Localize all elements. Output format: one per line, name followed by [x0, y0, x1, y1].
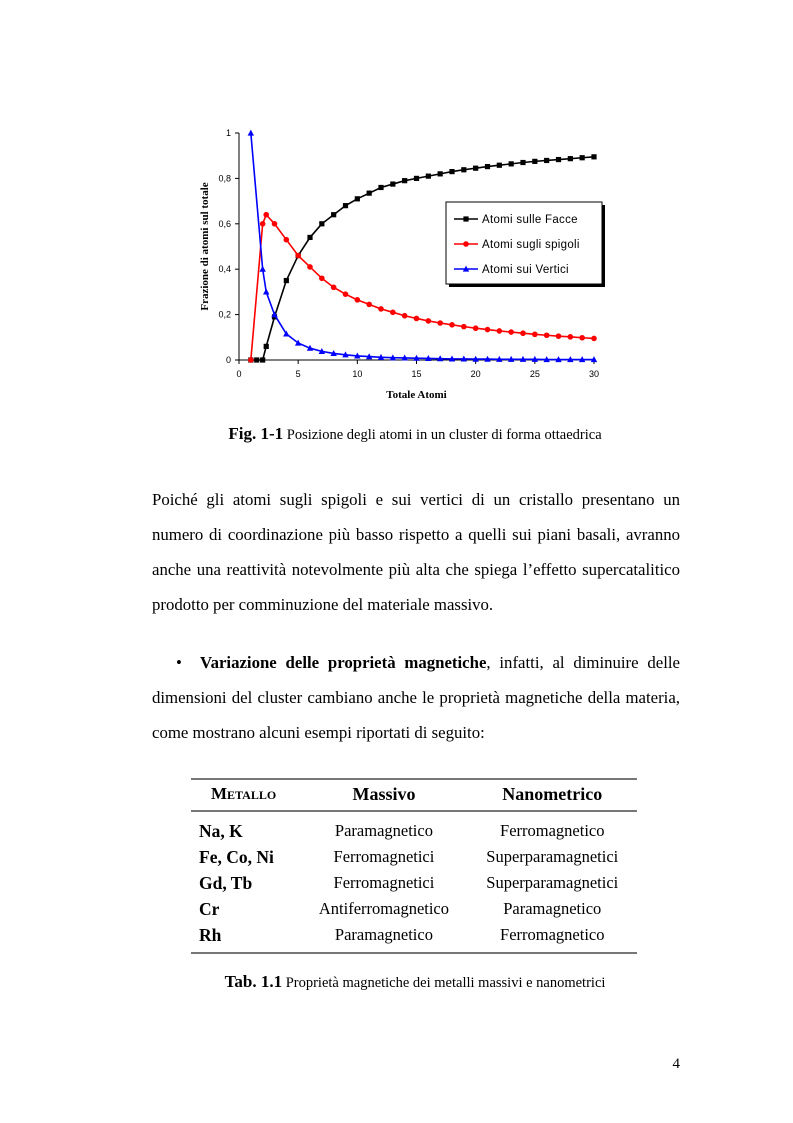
- table-row: [191, 870, 637, 896]
- data-point-series-2: [284, 237, 290, 243]
- x-tick-label: 20: [470, 369, 481, 379]
- data-point-series-1: [264, 344, 269, 349]
- y-tick-label: 0,4: [218, 264, 231, 275]
- data-point-series-2: [568, 334, 574, 340]
- data-point-series-2: [426, 318, 432, 324]
- table-header-massivo: Massivo: [300, 779, 467, 811]
- data-point-series-2: [449, 322, 455, 328]
- table-cell: Cr: [199, 898, 220, 919]
- data-point-series-1: [438, 171, 443, 176]
- table-cell: Gd, Tb: [199, 872, 253, 893]
- data-point-series-2: [579, 335, 585, 341]
- data-point-series-1: [568, 156, 573, 161]
- data-point-series-1: [449, 169, 454, 174]
- data-point-series-2: [532, 332, 538, 338]
- legend-marker-2: [463, 241, 469, 247]
- x-tick-label: 0: [236, 369, 242, 379]
- data-point-series-1: [390, 181, 395, 186]
- data-point-series-2: [508, 329, 514, 335]
- y-tick-label: 0,2: [218, 309, 231, 320]
- data-point-series-1: [260, 357, 265, 362]
- data-point-series-1: [367, 191, 372, 196]
- data-point-series-1: [544, 158, 549, 163]
- data-point-series-2: [414, 316, 420, 322]
- table-cell: Paramagnetico: [503, 899, 602, 918]
- figure-chart: [188, 120, 618, 410]
- data-point-series-1: [319, 221, 324, 226]
- table-cell: Ferromagnetico: [500, 821, 605, 840]
- data-point-series-1: [331, 212, 336, 217]
- table-caption-label: Tab. 1.1: [224, 972, 283, 991]
- table-cell: Fe, Co, Ni: [199, 846, 274, 867]
- legend-marker-1: [463, 216, 468, 221]
- data-point-series-1: [532, 159, 537, 164]
- y-tick-label: 1: [225, 128, 231, 138]
- data-point-series-2: [544, 332, 550, 338]
- data-point-series-2: [343, 291, 349, 297]
- page-number: 4: [672, 1056, 680, 1072]
- table-cell: Ferromagnetico: [468, 922, 637, 953]
- data-point-series-2: [263, 212, 269, 218]
- data-point-series-2: [520, 330, 526, 336]
- data-point-series-1: [426, 174, 431, 179]
- table-cell: Superparamagnetici: [486, 847, 619, 866]
- figure-caption-text: Posizione degli atomi in un cluster di forma ottaedrica: [283, 427, 602, 443]
- table-caption: [150, 972, 680, 992]
- data-point-series-2: [319, 275, 325, 281]
- data-point-series-1: [284, 278, 289, 283]
- y-tick-label: 0,6: [218, 218, 231, 229]
- x-axis-title: Totale Atomi: [386, 389, 447, 401]
- table-header-nanometrico: Nanometrico: [468, 779, 637, 811]
- chart-svg: [188, 120, 618, 410]
- table-row: [191, 811, 637, 844]
- x-tick-label: 25: [529, 369, 540, 379]
- table-cell: Paramagnetico: [300, 922, 467, 953]
- table-cell: Ferromagnetici: [333, 873, 435, 892]
- data-point-series-1: [254, 357, 259, 362]
- legend-label-3: Atomi sui Vertici: [482, 264, 569, 276]
- table-caption-text: Proprietà magnetiche dei metalli massivi e nanometrici: [282, 975, 606, 991]
- data-point-series-2: [248, 357, 254, 363]
- table-cell: Ferromagnetici: [333, 847, 435, 866]
- table-cell: Superparamagnetici: [486, 873, 619, 892]
- figure-caption: [150, 424, 680, 444]
- figure-caption-label: Fig. 1-1: [228, 424, 284, 443]
- table-header-metallo: Metallo: [191, 779, 300, 811]
- data-point-series-1: [580, 155, 585, 160]
- data-point-series-2: [437, 320, 443, 326]
- data-point-series-2: [295, 253, 301, 259]
- data-point-series-1: [355, 196, 360, 201]
- data-point-series-2: [591, 336, 597, 342]
- data-point-series-1: [591, 154, 596, 159]
- data-point-series-1: [402, 178, 407, 183]
- table-cell: Antiferromagnetico: [318, 899, 450, 918]
- data-point-series-2: [331, 285, 337, 291]
- table-row: [191, 922, 637, 953]
- data-point-series-3: [263, 289, 269, 295]
- data-point-series-1: [461, 167, 466, 172]
- data-point-series-1: [343, 203, 348, 208]
- properties-table: [191, 778, 637, 954]
- data-point-series-2: [272, 221, 278, 227]
- bullet-bold-text: Variazione delle proprietà magnetiche: [200, 653, 487, 672]
- data-point-series-2: [556, 333, 562, 339]
- data-point-series-1: [556, 157, 561, 162]
- y-tick-label: 0,8: [218, 173, 231, 184]
- data-point-series-2: [260, 221, 266, 227]
- data-point-series-2: [473, 325, 479, 331]
- legend-label-2: Atomi sugli spigoli: [482, 239, 580, 251]
- bullet-paragraph: [152, 645, 680, 750]
- data-point-series-2: [366, 302, 372, 308]
- data-point-series-1: [307, 235, 312, 240]
- y-tick-label: 0: [225, 355, 231, 365]
- table-cell: Rh: [191, 922, 300, 953]
- data-point-series-1: [485, 164, 490, 169]
- data-point-series-3: [259, 266, 265, 272]
- data-point-series-2: [485, 327, 491, 333]
- data-point-series-3: [248, 130, 254, 136]
- table-row: [191, 896, 637, 922]
- y-axis-title: Frazione di atomi sul totale: [199, 182, 211, 311]
- bullet-text: , infatti, al diminuire delle dimensioni del cluster cambiano anche le proprietà magnetiche della materia, come mostrano alcuni esempi riportati di seguito:: [152, 653, 680, 742]
- data-point-series-2: [390, 310, 396, 316]
- data-point-series-2: [497, 328, 503, 334]
- table-cell: Paramagnetico: [334, 821, 433, 840]
- table-cell: Na, K: [199, 820, 243, 841]
- data-point-series-1: [414, 176, 419, 181]
- data-point-series-2: [355, 297, 361, 303]
- table-row: [191, 844, 637, 870]
- data-point-series-1: [378, 185, 383, 190]
- data-point-series-2: [307, 264, 313, 270]
- data-point-series-2: [461, 324, 467, 330]
- x-tick-label: 15: [411, 369, 422, 379]
- data-point-series-2: [378, 306, 384, 312]
- x-tick-label: 30: [588, 369, 600, 379]
- data-point-series-1: [497, 163, 502, 168]
- body-paragraph: Poiché gli atomi sugli spigoli e sui vertici di un cristallo presentano un numero di coordinazione più basso rispetto a quelli sui piani basali, avranno anche una reattività notevolmente più alta che spiega l’effetto supercatalitico prodotto per comminuzione del materiale massivo.: [152, 490, 680, 614]
- data-point-series-1: [473, 166, 478, 171]
- data-point-series-1: [520, 160, 525, 165]
- legend-label-1: Atomi sulle Facce: [482, 214, 578, 226]
- x-tick-label: 5: [295, 369, 301, 379]
- bullet-icon: •: [176, 653, 182, 672]
- table-header-row: [191, 779, 637, 811]
- x-tick-label: 10: [352, 369, 363, 379]
- data-point-series-1: [509, 161, 514, 166]
- data-point-series-2: [402, 313, 408, 319]
